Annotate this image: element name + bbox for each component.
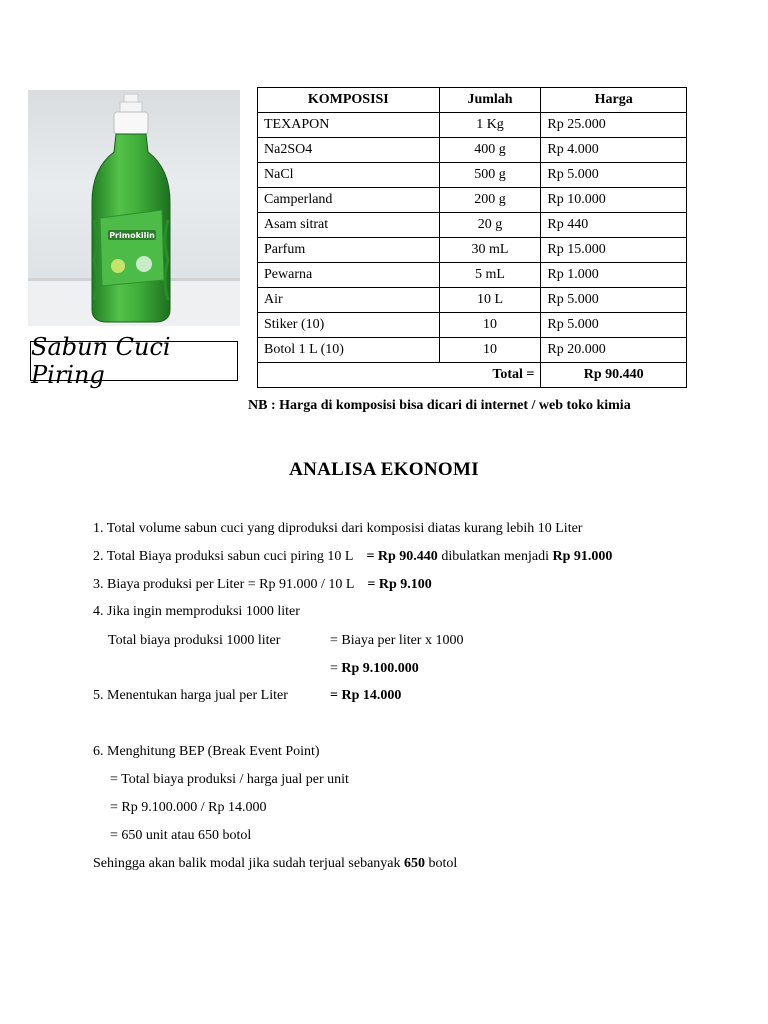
price-cell: Rp 4.000 (541, 138, 687, 163)
analysis-point-5-value: = Rp 14.000 (330, 688, 402, 703)
amount-cell: 200 g (439, 188, 541, 213)
analysis-point-4-equals: = (330, 661, 342, 676)
ingredient-cell: Camperland (258, 188, 440, 213)
analysis-point-2 (93, 549, 612, 565)
table-row (258, 163, 687, 188)
price-cell: Rp 5.000 (541, 163, 687, 188)
table-row (258, 138, 687, 163)
table-row (258, 313, 687, 338)
amount-cell: 10 (439, 313, 541, 338)
analysis-point-6-line-1: = Total biaya produksi / harga jual per unit (110, 772, 349, 787)
amount-cell: 10 (439, 338, 541, 363)
analysis-point-4-formula: = Biaya per liter x 1000 (330, 633, 464, 648)
analysis-point-3-value: = Rp 9.100 (367, 577, 432, 592)
amount-cell: 500 g (439, 163, 541, 188)
analysis-point-6-line-3: = 650 unit atau 650 botol (110, 828, 252, 843)
table-row (258, 213, 687, 238)
price-cell: Rp 15.000 (541, 238, 687, 263)
total-label: Total = (258, 363, 541, 388)
conclusion-count: 650 (404, 856, 426, 871)
conclusion-unit: botol (425, 856, 458, 871)
price-cell: Rp 10.000 (541, 188, 687, 213)
ingredient-cell: Air (258, 288, 440, 313)
analysis-point-2-value: = Rp 90.440 (366, 549, 438, 564)
amount-cell: 20 g (439, 213, 541, 238)
analysis-point-2-text: 2. Total Biaya produksi sabun cuci piring 10 L (93, 549, 353, 564)
analysis-point-6-line-2: = Rp 9.100.000 / Rp 14.000 (110, 800, 267, 815)
analysis-point-2-mid: dibulatkan menjadi (437, 549, 553, 564)
table-row (258, 113, 687, 138)
ingredient-cell: Stiker (10) (258, 313, 440, 338)
composition-table (257, 87, 687, 388)
ingredient-cell: NaCl (258, 163, 440, 188)
analysis-point-1: 1. Total volume sabun cuci yang diproduksi dari komposisi diatas kurang lebih 10 Liter (93, 521, 583, 536)
dishwashing-soap-bottle-image (28, 90, 240, 326)
analysis-point-4-result-line (330, 661, 419, 677)
analysis-point-6: 6. Menghitung BEP (Break Event Point) (93, 744, 320, 759)
amount-cell: 400 g (439, 138, 541, 163)
product-photo (28, 90, 240, 326)
conclusion-text: Sehingga akan balik modal jika sudah terjual sebanyak (93, 856, 405, 871)
column-header-komposisi: KOMPOSISI (258, 88, 440, 113)
price-cell: Rp 5.000 (541, 288, 687, 313)
ingredient-cell: Na2SO4 (258, 138, 440, 163)
table-total-row (258, 363, 687, 388)
ingredient-cell: Asam sitrat (258, 213, 440, 238)
analysis-point-3-text: 3. Biaya produksi per Liter = Rp 91.000 / 10 L (93, 577, 354, 592)
total-value: Rp 90.440 (541, 363, 687, 388)
table-header-row (258, 88, 687, 113)
section-heading: ANALISA EKONOMI (289, 459, 479, 480)
table-row (258, 263, 687, 288)
ingredient-cell: Pewarna (258, 263, 440, 288)
analysis-point-4-label: Total biaya produksi 1000 liter (108, 633, 281, 648)
price-cell: Rp 440 (541, 213, 687, 238)
analysis-point-3 (93, 577, 432, 593)
price-cell: Rp 5.000 (541, 313, 687, 338)
analysis-point-2-rounded: Rp 91.000 (552, 549, 613, 564)
table-row (258, 288, 687, 313)
table-row (258, 188, 687, 213)
amount-cell: 10 L (439, 288, 541, 313)
column-header-jumlah: Jumlah (439, 88, 541, 113)
analysis-point-4: 4. Jika ingin memproduksi 1000 liter (93, 604, 300, 619)
ingredient-cell: TEXAPON (258, 113, 440, 138)
price-cell: Rp 1.000 (541, 263, 687, 288)
amount-cell: 5 mL (439, 263, 541, 288)
ingredient-cell: Botol 1 L (10) (258, 338, 440, 363)
price-cell: Rp 25.000 (541, 113, 687, 138)
ingredient-cell: Parfum (258, 238, 440, 263)
amount-cell: 30 mL (439, 238, 541, 263)
column-header-harga: Harga (541, 88, 687, 113)
table-row (258, 338, 687, 363)
note-text: NB : Harga di komposisi bisa dicari di internet / web toko kimia (248, 398, 631, 413)
conclusion (93, 856, 457, 872)
product-caption: Sabun Cuci Piring (30, 341, 238, 381)
bottle-label-brand: Primokilin (109, 231, 155, 240)
price-cell: Rp 20.000 (541, 338, 687, 363)
analysis-point-5-text: 5. Menentukan harga jual per Liter (93, 688, 288, 703)
amount-cell: 1 Kg (439, 113, 541, 138)
table-row (258, 238, 687, 263)
analysis-point-4-result: Rp 9.100.000 (341, 661, 419, 676)
